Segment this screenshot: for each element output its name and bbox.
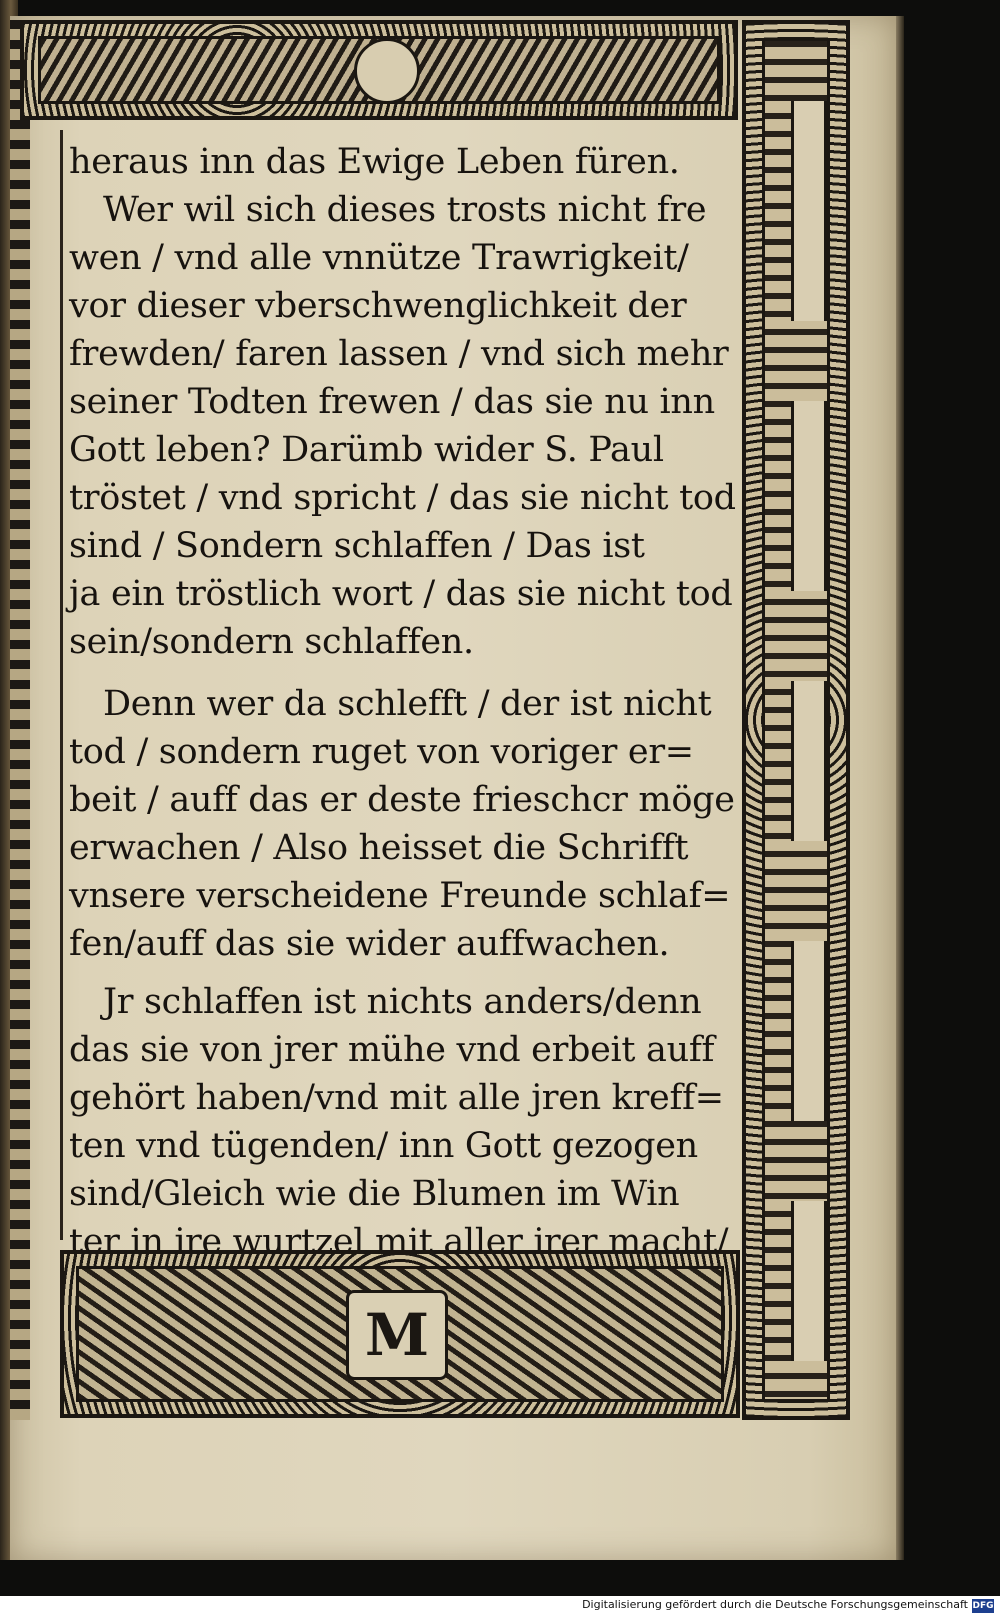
text-line: vnsere verscheidene Freunde schlaf=: [69, 876, 731, 916]
text-line: Gott leben? Darümb wider S. Paul: [69, 430, 664, 470]
text-line: heraus inn das Ewige Leben füren.: [69, 142, 680, 182]
text-line: erwachen / Also heisset die Schrifft: [69, 828, 689, 868]
footer-credit: Digitalisierung gefördert durch die Deutsche Forschungsgemeinschaft: [582, 1598, 968, 1611]
face-medallion: [354, 38, 420, 104]
text-block: [60, 130, 743, 1240]
text-line: tröstet / vnd spricht / das sie nicht tod: [69, 478, 736, 518]
text-line: frewden/ faren lassen / vnd sich mehr: [69, 334, 729, 374]
column-shaft: [791, 681, 827, 841]
text-line: ten vnd tügenden/ inn Gott gezogen: [69, 1126, 698, 1166]
column-shaft: [791, 941, 827, 1121]
woodcut-border-top: [20, 20, 738, 120]
column-shaft: [791, 1201, 827, 1361]
text-line: [69, 1220, 741, 1240]
woodcut-border-left: [10, 20, 30, 1420]
text-line: sind / Sondern schlaffen / Das ist: [69, 526, 645, 566]
text-line: das sie von jrer mühe vnd erbeit auff: [69, 1030, 715, 1070]
text-line: fen/auff das sie wider auffwachen.: [69, 924, 670, 964]
text-line: Wer wil sich dieses trosts nicht fre: [103, 190, 707, 230]
text-line: seiner Todten frewen / das sie nu inn: [69, 382, 715, 422]
text-line: Jr schlaffen ist nichts anders/denn: [103, 982, 702, 1022]
text-line: sein/sondern schlaffen.: [69, 622, 474, 662]
text-line: sind/Gleich wie die Blumen im Win: [69, 1174, 680, 1214]
text-line: ja ein tröstlich wort / das sie nicht tod: [69, 574, 733, 614]
text-line: tod / sondern ruget von voriger er=: [69, 732, 694, 772]
text-line: vor dieser vberschwenglichkeit der: [69, 286, 687, 326]
signature-mark: M: [346, 1290, 448, 1380]
text-line: wen / vnd alle vnnütze Trawrigkeit/: [69, 238, 689, 278]
page-edge: [896, 16, 904, 1560]
dfg-logo: DFG: [972, 1601, 994, 1611]
text-line: Denn wer da schlefft / der ist nicht: [103, 684, 712, 724]
text-line: gehört haben/vnd mit alle jren kreff=: [69, 1078, 724, 1118]
text-line: beit / auff das er deste frieschcr möge: [69, 780, 735, 820]
column-shaft: [791, 101, 827, 321]
column-shaft: [791, 401, 827, 591]
woodcut-border-bottom: [60, 1250, 740, 1418]
